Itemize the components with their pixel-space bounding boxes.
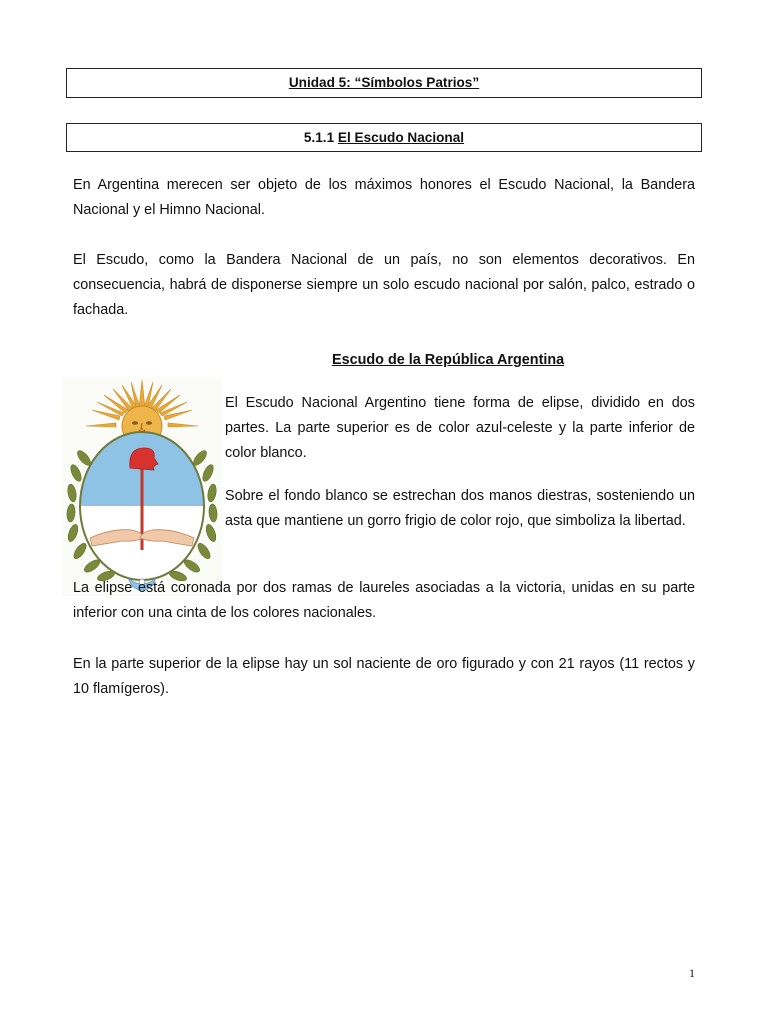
unit-title: Unidad 5: “Símbolos Patrios” <box>288 75 480 90</box>
paragraph-sol-naciente: En la parte superior de la elipse hay un sol naciente de oro figurado y con 21 rayos (11 rectos y 10 flamígeros). <box>73 656 695 697</box>
page-number: 1 <box>689 966 695 980</box>
paragraph-laureles: La elipse está coronada por dos ramas de laureles asociadas a la victoria, unidas en su parte inferior con una cinta de los colores nacionales. <box>73 580 695 621</box>
coat-of-arms-image <box>62 378 222 596</box>
unit-title-box <box>66 68 702 98</box>
coat-of-arms-icon <box>62 378 222 596</box>
subheading-escudo-argentina: Escudo de la República Argentina <box>332 352 565 368</box>
paragraph-escudo-decorativo: El Escudo, como la Bandera Nacional de un país, no son elementos decorativos. En consecuencia, habrá de disponerse siempre un solo escudo nacional por salón, palco, estrado o fachada. <box>73 252 695 318</box>
section-number: 5.1.1 <box>303 130 335 145</box>
paragraph-forma-elipse: El Escudo Nacional Argentino tiene forma de elipse, dividido en dos partes. La parte superior es de color azul-celeste y la parte inferior de color blanco. <box>225 395 695 461</box>
section-title: El Escudo Nacional <box>337 130 465 145</box>
paragraph-manos-diestras: Sobre el fondo blanco se estrechan dos manos diestras, sosteniendo un asta que mantiene un gorro frigio de color rojo, que simboliza la libertad. <box>225 488 695 529</box>
paragraph-intro: En Argentina merecen ser objeto de los máximos honores el Escudo Nacional, la Bandera Nacional y el Himno Nacional. <box>73 177 695 218</box>
section-title-box <box>66 123 702 152</box>
